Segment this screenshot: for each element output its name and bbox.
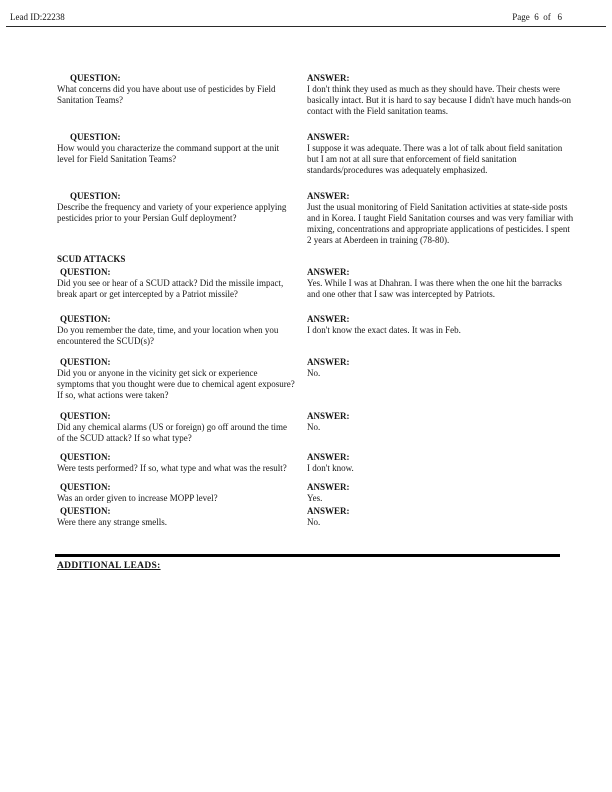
answer-column (307, 411, 575, 433)
question-column (57, 357, 295, 401)
question-label: QUESTION: (60, 506, 111, 516)
question-label: QUESTION: (60, 267, 111, 277)
qa-pair (57, 452, 587, 474)
question-label: QUESTION: (60, 452, 111, 462)
question-label: QUESTION: (60, 314, 111, 324)
answer-label: ANSWER: (307, 73, 350, 83)
footer-divider-rule (55, 554, 560, 557)
answer-label: ANSWER: (307, 506, 350, 516)
answer-column (307, 191, 575, 246)
answer-column (307, 132, 575, 176)
answer-column (307, 267, 575, 300)
answer-text: I don't think they used as much as they should have. Their chests were basically intact. But it is hard to say because I didn't have much hands-on contact with the Field sanitation teams. (307, 84, 572, 116)
question-column (57, 267, 295, 300)
answer-column (307, 314, 575, 336)
answer-label: ANSWER: (307, 132, 350, 142)
qa-pair (57, 73, 587, 117)
question-column (57, 411, 295, 444)
question-text: Describe the frequency and variety of your experience applying pesticides prior to your Persian Gulf deployment? (57, 202, 287, 223)
answer-text: Just the usual monitoring of Field Sanitation activities at state-side posts and in Korea. I taught Field Sanitation courses and was very familiar with mixing, concentrations and appropriate applications of pesticides. I spent 2 years at Aberdeen in training (78-80). (307, 202, 574, 245)
question-column (57, 452, 295, 474)
answer-text: I don't know. (307, 463, 354, 473)
question-text: Were there any strange smells. (57, 517, 167, 527)
answer-text: No. (307, 368, 321, 378)
document-body (0, 27, 612, 528)
answer-label: ANSWER: (307, 314, 350, 324)
question-column (57, 506, 295, 528)
question-text: Did you or anyone in the vicinity get sick or experience symptoms that you thought were due to chemical agent exposure? If so, what actions were taken? (57, 368, 295, 400)
qa-pair (57, 411, 587, 444)
question-text: Were tests performed? If so, what type and what was the result? (57, 463, 287, 473)
page-header (0, 0, 612, 22)
qa-pair (57, 506, 587, 528)
page-number: Page 6 of 6 (512, 12, 562, 22)
question-text: Do you remember the date, time, and your location when you encountered the SCUD(s)? (57, 325, 279, 346)
answer-label: ANSWER: (307, 452, 350, 462)
qa-pair (57, 482, 587, 504)
answer-column (307, 357, 575, 379)
question-column (57, 482, 295, 504)
answer-column (307, 452, 575, 474)
qa-pair (57, 314, 587, 347)
qa-pair (57, 357, 587, 401)
additional-leads-heading: ADDITIONAL LEADS: (57, 561, 161, 571)
question-text: Did any chemical alarms (US or foreign) go off around the time of the SCUD attack? If so what type? (57, 422, 288, 443)
question-column (57, 73, 295, 106)
question-text: How would you characterize the command support at the unit level for Field Sanitation Teams? (57, 143, 280, 164)
answer-text: No. (307, 517, 321, 527)
answer-label: ANSWER: (307, 482, 350, 492)
answer-text: Yes. While I was at Dhahran. I was there when the one hit the barracks and one other that I saw was intercepted by Patriots. (307, 278, 562, 299)
answer-text: Yes. (307, 493, 323, 503)
section-heading-scud-attacks: SCUD ATTACKS (57, 254, 126, 264)
question-label: QUESTION: (70, 191, 121, 201)
question-column (57, 191, 295, 224)
question-column (57, 132, 295, 165)
answer-label: ANSWER: (307, 411, 350, 421)
question-label: QUESTION: (60, 482, 111, 492)
answer-column (307, 73, 575, 117)
question-column (57, 314, 295, 347)
qa-pair (57, 267, 587, 300)
answer-text: I suppose it was adequate. There was a lot of talk about field sanitation but I am not at all sure that enforcement of field sanitation standards/procedures was adequately emphasized. (307, 143, 563, 175)
question-label: QUESTION: (70, 73, 121, 83)
qa-pair (57, 191, 587, 246)
answer-label: ANSWER: (307, 357, 350, 367)
answer-column (307, 506, 575, 528)
question-label: QUESTION: (60, 357, 111, 367)
answer-label: ANSWER: (307, 191, 350, 201)
answer-text: No. (307, 422, 321, 432)
question-text: What concerns did you have about use of pesticides by Field Sanitation Teams? (57, 84, 276, 105)
answer-column (307, 482, 575, 504)
answer-label: ANSWER: (307, 267, 350, 277)
answer-text: I don't know the exact dates. It was in Feb. (307, 325, 461, 335)
question-text: Was an order given to increase MOPP level? (57, 493, 218, 503)
question-label: QUESTION: (60, 411, 111, 421)
lead-id: Lead ID:22238 (10, 12, 65, 22)
question-label: QUESTION: (70, 132, 121, 142)
question-text: Did you see or hear of a SCUD attack? Did the missile impact, break apart or get intercepted by a Patriot missile? (57, 278, 284, 299)
qa-pair (57, 132, 587, 176)
